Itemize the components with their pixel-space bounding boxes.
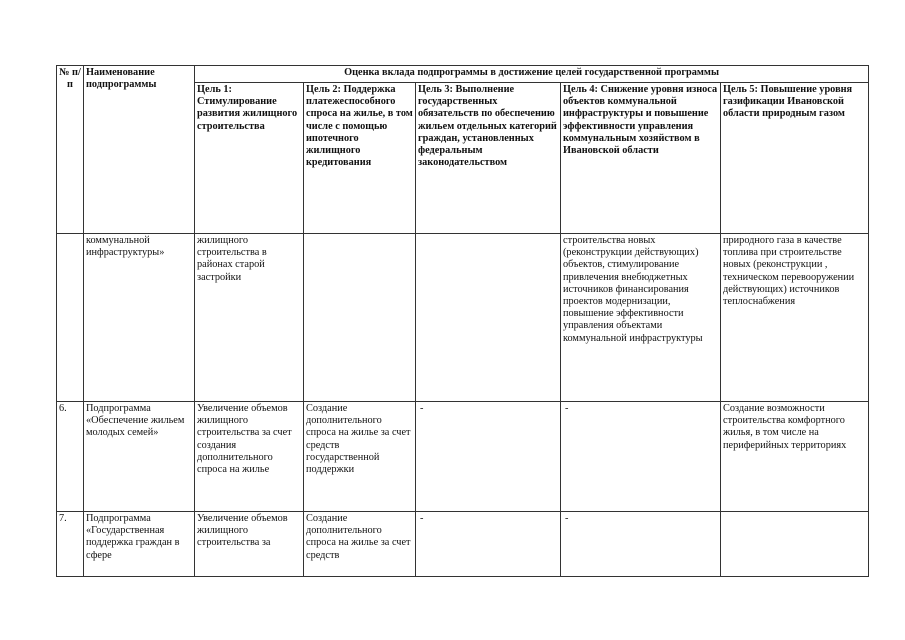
cell-goal-2: Создание дополнительного спроса на жилье за счет средств <box>304 512 416 577</box>
cell-num: 7. <box>57 512 84 577</box>
cell-goal-2 <box>304 234 416 402</box>
cell-goal-4: - <box>561 512 721 577</box>
cell-goal-1: Увеличение объемов жилищного строительства за счет создания дополнительного спроса на жилье <box>195 402 304 512</box>
cell-goal-4: - <box>561 402 721 512</box>
cell-goal-3: - <box>416 402 561 512</box>
cell-name: Подпрограмма «Государственная поддержка граждан в сфере <box>84 512 195 577</box>
header-goal-1: Цель 1: Стимулирование развития жилищного строительства <box>195 83 304 234</box>
cell-num <box>57 234 84 402</box>
cell-goal-5 <box>721 512 869 577</box>
header-goal-2: Цель 2: Поддержка платежеспособного спроса на жилье, в том числе с помощью ипотечного жилищного кредитования <box>304 83 416 234</box>
header-row-top <box>57 66 869 83</box>
table-row <box>57 402 869 512</box>
goals-contribution-table <box>56 65 869 577</box>
cell-goal-1: жилищного строительства в районах старой застройки <box>195 234 304 402</box>
header-assessment: Оценка вклада подпрограммы в достижение целей государственной программы <box>195 66 869 83</box>
cell-goal-3 <box>416 234 561 402</box>
header-goal-5: Цель 5: Повышение уровня газификации Ивановской области природным газом <box>721 83 869 234</box>
cell-goal-3: - <box>416 512 561 577</box>
cell-name: коммунальной инфраструктуры» <box>84 234 195 402</box>
header-goal-4: Цель 4: Снижение уровня износа объектов коммунальной инфраструктуры и повышение эффективности управления коммунальным хозяйством в Ивановской области <box>561 83 721 234</box>
cell-num: 6. <box>57 402 84 512</box>
cell-goal-2: Создание дополнительного спроса на жилье за счет средств государственной поддержки <box>304 402 416 512</box>
cell-goal-5: Создание возможности строительства комфортного жилья, в том числе на периферийных территориях <box>721 402 869 512</box>
header-name: Наименование подпрограммы <box>84 66 195 234</box>
table-row <box>57 234 869 402</box>
table-row <box>57 512 869 577</box>
header-num: № п/п <box>57 66 84 234</box>
cell-name: Подпрограмма «Обеспечение жильем молодых семей» <box>84 402 195 512</box>
header-goal-3: Цель 3: Выполнение государственных обязательств по обеспечению жильем отдельных категорий граждан, установленных федеральным законодательством <box>416 83 561 234</box>
cell-goal-5: природного газа в качестве топлива при строительстве новых (реконструкции , техническом перевооружении действующих) источников теплоснабжения <box>721 234 869 402</box>
cell-goal-4: строительства новых (реконструкции действующих) объектов, стимулирование привлечения внебюджетных источников финансирования проектов модернизации, повышение эффективности управления объектами коммунальной инфраструктуры <box>561 234 721 402</box>
cell-goal-1: Увеличение объемов жилищного строительства за <box>195 512 304 577</box>
